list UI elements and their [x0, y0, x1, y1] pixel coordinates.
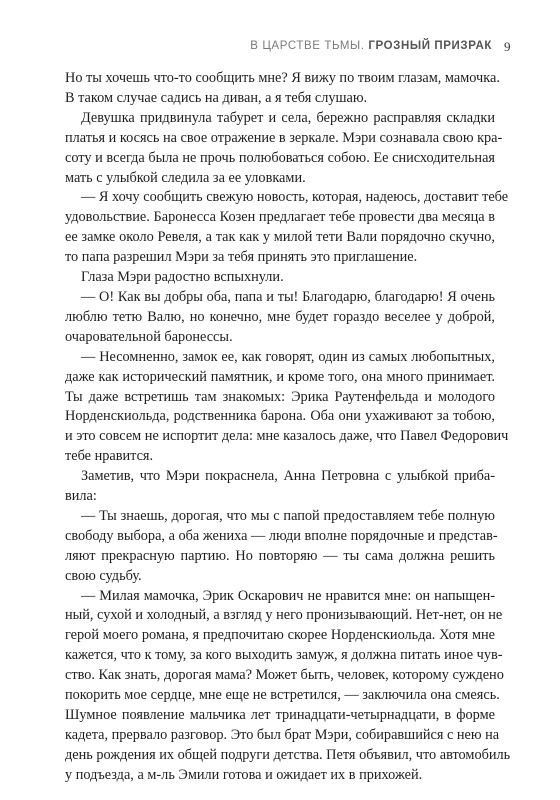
paragraph — [65, 268, 495, 288]
text-line: — Несомненно, замок ее, как говорят, один из самых любопытных, — [81, 348, 495, 365]
text-line: удовольствие. Баронесса Козен предлагает тебе провести два месяца в — [65, 209, 495, 226]
body-text — [65, 69, 511, 786]
text-line: вила: — [65, 488, 97, 505]
paragraph — [65, 507, 498, 587]
text-line: — Ты знаешь, дорогая, что мы с папой предоставляем тебе полную — [81, 507, 495, 524]
text-line: Ты даже встретишь там знакомых: Эрика Раутенфельда и молодого — [65, 388, 495, 405]
paragraph — [65, 288, 495, 348]
paragraph — [65, 587, 511, 786]
text-line: Глаза Мэри радостно вспыхнули. — [81, 269, 284, 286]
text-line: даже как исторический памятник, и кроме того, она много принимает. — [65, 368, 495, 385]
text-line: и это совсем не испортит дела: мне казалось даже, что Павел Федорович — [65, 428, 509, 445]
text-line: ляют прекрасную партию. Но повторяю — ты сама должна решить — [65, 547, 495, 564]
text-line: Заметив, что Мэри покраснела, Анна Петровна с улыбкой приба- — [81, 468, 495, 485]
text-line: — Я хочу сообщить свежую новость, которая, надеюсь, доставит тебе — [81, 189, 509, 206]
running-head-book-title: В ЦАРСТВЕ ТЬМЫ. — [250, 40, 369, 52]
text-line: кажется, что к тому, за кого выходить замуж, я должна питать иное чув- — [65, 647, 503, 664]
text-line: тебе нравится. — [65, 448, 154, 465]
text-line: очаровательной баронессы. — [65, 328, 233, 345]
page-number: 9 — [504, 39, 511, 54]
text-line: В таком случае садись на диван, а я тебя слушаю. — [65, 89, 368, 106]
text-line: свободу выбора, а оба жениха — люди вполне порядочные и представ- — [65, 527, 498, 544]
text-line: у подъезда, а м-ль Эмили готова и ожидает их в прихожей. — [65, 766, 423, 783]
paragraph — [65, 109, 503, 189]
paragraph — [65, 348, 509, 467]
text-line: покорить мое сердце, мне еще не встретился, — заключила она смеясь. — [65, 687, 500, 704]
text-line: герой моего романа, я предпочитаю скорее Норденскиольда. Хотя мне — [65, 627, 495, 644]
running-head — [62, 40, 492, 52]
text-line: Девушка придвинула табурет и села, бережно расправляя складки — [81, 109, 495, 126]
text-line: — О! Как вы добры оба, папа и ты! Благодарю, благодарю! Я очень — [81, 288, 495, 305]
paragraph — [65, 188, 509, 268]
text-line: — Милая мамочка, Эрик Оскарович не нравится мне: он напыщен- — [81, 587, 495, 604]
paragraph — [65, 467, 495, 507]
text-line: платья и косясь на свое отражение в зеркале. Мэри сознавала свою кра- — [65, 129, 503, 146]
text-line: соту и всегда была не прочь полюбоваться собою. Ее снисходительная — [65, 149, 495, 166]
text-line: Шумное появление мальчика лет тринадцати-четырнадцати, в форме — [65, 707, 495, 723]
paragraph — [65, 69, 500, 109]
text-line: Но ты хочешь что-то сообщить мне? Я вижу по твоим глазам, мамочка. — [65, 70, 500, 86]
running-head-chapter-title: ГРОЗНЫЙ ПРИЗРАК — [368, 40, 492, 52]
text-line: ство. Как знать, дорогая мама? Может быть, человек, которому суждено — [65, 667, 504, 684]
text-line: кадета, прервало разговор. Это был брат Мэри, собиравшийся с нею на — [65, 726, 500, 743]
text-line: мать с улыбкой следила за ее уловками. — [65, 169, 306, 186]
text-line: то папа разрешил Мэри за тебя принять это приглашение. — [65, 249, 418, 266]
text-line: ный, сухой и холодный, а взгляд у него пронизывающий. Нет-нет, он не — [65, 607, 503, 624]
text-line: ее замке около Ревеля, а так как у милой тети Вали порядочно скучно, — [65, 229, 495, 246]
text-line: люблю тетю Валю, но конечно, мне будет гораздо веселее у доброй, — [65, 308, 495, 325]
text-line: день рождения их общей подруги детства. Петя объявил, что автомобиль — [65, 746, 511, 763]
text-line: Норденскиольда, родственника барона. Оба они ухаживают за тобою, — [65, 408, 495, 425]
text-line: свою судьбу. — [65, 567, 142, 584]
